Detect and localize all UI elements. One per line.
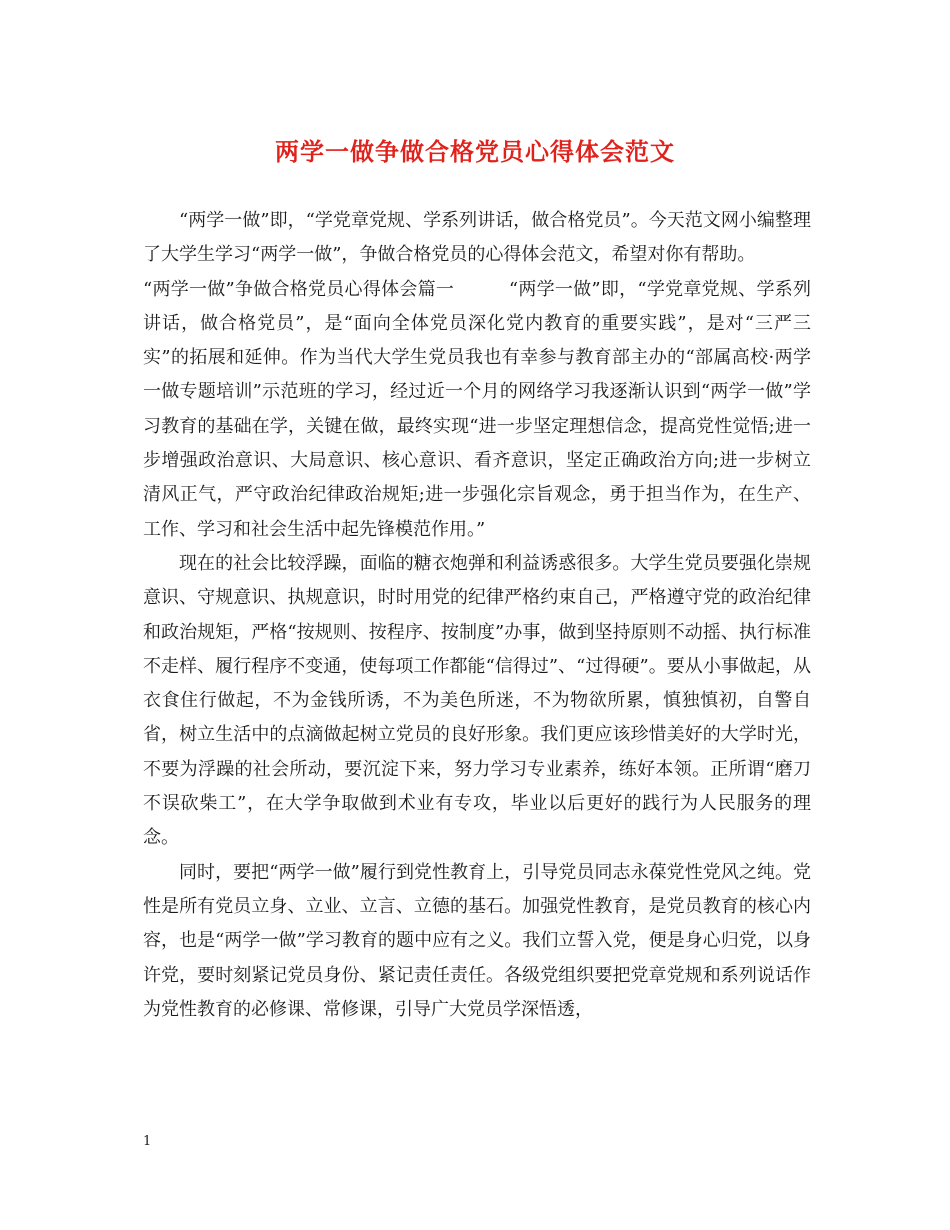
paragraph-party-spirit: 同时，要把“两学一做”履行到党性教育上，引导党员同志永葆党性党风之纯。党性是所有党员立身、立业、立言、立德的基石。加强党性教育，是党员教育的核心内容，也是“两学一做”学习教育的题中应有之义。我们立誓入党，便是身心归党，以身许党，要时刻紧记党员身份、紧记责任责任。各级党组织要把党章党规和系列说话作为党性教育的必修课、常修课，引导广大党员学深悟透，	[143, 861, 811, 1020]
paragraph-article-one: “两学一做”争做合格党员心得体会篇一 “两学一做”即，“学党章党规、学系列讲话，做合格党员”，是“面向全体党员深化党内教育的重要实践”，是对“三严三实”的拓展和延伸。作为当代大学生党员我也有幸参与教育部主办的“部属高校·两学一做专题培训”示范班的学习，经过近一个月的网络学习我逐渐认识到“两学一做”学习教育的基础在学，关键在做，最终实现“进一步坚定理想信念，提高党性觉悟;进一步增强政治意识、大局意识、核心意识、看齐意识，坚定正确政治方向;进一步树立清风正气，严守政治纪律政治规矩;进一步强化宗旨观念，勇于担当作为，在生产、工作、学习和社会生活中起先锋模范作用。”	[143, 278, 811, 540]
paragraph-discipline: 现在的社会比较浮躁，面临的糖衣炮弹和利益诱惑很多。大学生党员要强化崇规意识、守规意识、执规意识，时时用党的纪律严格约束自己，严格遵守党的政治纪律和政治规矩，严格“按规则、按程序、按制度”办事，做到坚持原则不动摇、执行标准不走样、履行程序不变通，使每项工作都能“信得过”、“过得硬”。要从小事做起，从衣食住行做起，不为金钱所诱，不为美色所迷，不为物欲所累，慎独慎初，自警自省，树立生活中的点滴做起树立党员的良好形象。我们更应该珍惜美好的大学时光，不要为浮躁的社会所动，要沉淀下来，努力学习专业素养，练好本领。正所谓“磨刀不误砍柴工”，在大学争取做到术业有专攻，毕业以后更好的践行为人民服务的理念。	[143, 552, 811, 849]
document-body	[143, 204, 811, 1027]
document-title: 两学一做争做合格党员心得体会范文	[275, 137, 675, 166]
page-number: 1	[143, 1134, 152, 1149]
paragraph-intro: “两学一做”即，“学党章党规、学系列讲话，做合格党员”。今天范文网小编整理了大学生学习“两学一做”，争做合格党员的心得体会范文，希望对你有帮助。	[143, 210, 811, 266]
